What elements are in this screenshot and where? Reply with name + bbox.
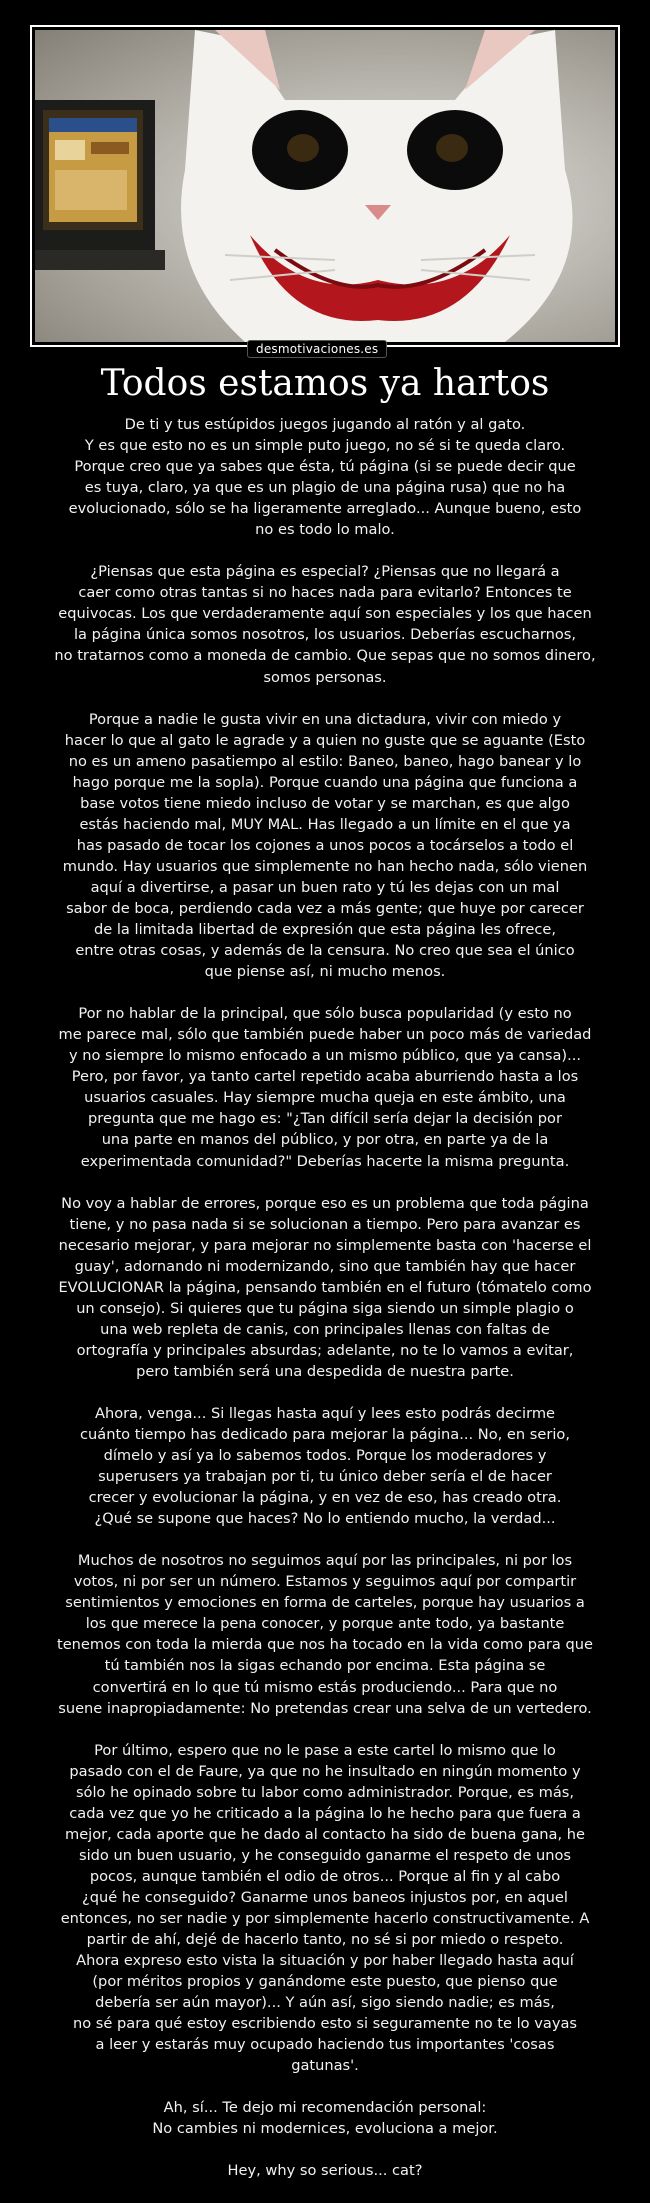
poster-body bbox=[30, 414, 620, 2203]
paragraph: ¿Piensas que esta página es especial? ¿Piensas que no llegará a caer como otras tantas si no haces nada para evitarlo? Entonces te equivocas. Los que verdaderamente aquí son especiales y los que hacen la página única somos nosotros, los usuarios. Deberías escucharnos, no tratarnos como a moneda de cambio. Que sepas que no somos dinero, somos personas. bbox=[54, 563, 596, 686]
paragraph: Por último, espero que no le pase a este cartel lo mismo que lo pasado con el de Faure, ya que no he insultado en ningún momento y sólo he opinado sobre tu labor como administrador. Porque, es más, cada vez que yo he criticado a la página lo he hecho para que fuera a mejor, cada aporte que he dado al contacto ha sido de buena gana, he sido un buen usuario, y he conseguido ganarme el respeto de unos pocos, aunque también el odio de otros... Porque al fin y al cabo ¿qué he conseguido? Ganarme unos baneos injustos por, en aquel entonces, no ser nadie y por simplemente hacerlo constructivamente. A partir de ahí, dejé de hacerlo tanto, no sé si por miedo o respeto. Ahora expreso esto vista la situación y por haber llegado hasta aquí (por méritos propios y ganándome este puesto, que pienso que debería ser aún mayor)... Y aún así, sigo siendo nadie; es más, no sé para qué estoy escribiendo esto si seguramente no te lo vayas a leer y estarás muy ocupado haciendo tus importantes 'cosas gatunas'. bbox=[60, 1741, 590, 2075]
paragraph: Hey, why so serious... cat? bbox=[227, 2162, 423, 2180]
poster-title: Todos estamos ya hartos bbox=[100, 363, 550, 404]
paragraph: Por no hablar de la principal, que sólo busca popularidad (y esto no me parece mal, sólo que también puede haber un poco más de variedad y no siempre lo mismo enfocado a un mismo público, que ya cansa)... Pero, por favor, ya tanto cartel repetido acaba aburriendo hasta a los usuarios casuales. Hay siempre mucha queja en este ámbito, una pregunta que me hago es: "¿Tan difícil sería dejar la decisión por una parte en manos del público, y por otra, en parte ya de la experimentada comunidad?" Deberías hacerte la misma pregunta. bbox=[58, 1005, 592, 1170]
paragraph: Ahora, venga... Si llegas hasta aquí y lees esto podrás decirme cuánto tiempo has dedicado para mejorar la página... No, en serio, dímelo y así ya lo sabemos todos. Porque los moderadores y superusers ya trabajan por ti, tu único deber sería el de hacer crecer y evolucionar la página, y en vez de eso, has creado otra. ¿Qué se supone que haces? No lo entiendo mucho, la verdad... bbox=[79, 1404, 570, 1528]
joker-makeup-cat-photo bbox=[35, 30, 615, 342]
site-watermark: desmotivaciones.es bbox=[247, 340, 387, 358]
poster-frame bbox=[30, 25, 620, 347]
paragraph: Porque a nadie le gusta vivir en una dictadura, vivir con miedo y hacer lo que al gato le agrade y a quien no guste que se aguante (Esto no es un ameno pasatiempo al estilo: Baneo, baneo, hago banear y lo hago porque me la sopla). Porque cuando una página que funciona a base votos tiene miedo incluso de votar y se marchan, es que algo estás haciendo mal, MUY MAL. Has llegado a un límite en el que ya has pasado de tocar los cojones a unos pocos a tocárselos a todo el mundo. Hay usuarios que simplemente no han hecho nada, sólo vienen aquí a divertirse, a pasar un buen rato y tú les dejas con un mal sabor de boca, perdiendo cada vez a más gente; que huye por carecer de la limitada libertad de expresión que esta página les ofrece, entre otras cosas, y además de la censura. No creo que sea el único que piense así, ni mucho menos. bbox=[62, 710, 588, 981]
computer-monitor-icon bbox=[35, 100, 165, 270]
paragraph: No voy a hablar de errores, porque eso es un problema que toda página tiene, y no pasa nada si se solucionan a tiempo. Pero para avanzar es necesario mejorar, y para mejorar no simplemente basta con 'hacerse el guay', adornando ni modernizando, sino que también hay que hacer EVOLUCIONAR la página, pensando también en el futuro (tómatelo como un consejo). Si quieres que tu página siga siendo un simple plagio o una web repleta de canis, con principales llenas con faltas de ortografía y principales absurdas; adelante, no te lo vamos a evitar, pero también será una despedida de nuestra parte. bbox=[58, 1194, 592, 1380]
paragraph: Ah, sí... Te dejo mi recomendación personal: No cambies ni modernices, evoluciona a mejor. bbox=[152, 2099, 498, 2138]
paragraph: De ti y tus estúpidos juegos jugando al ratón y al gato. Y es que esto no es un simple puto juego, no sé si te queda claro. Porque creo que ya sabes que ésta, tú página (si se puede decir que es tuya, claro, ya que es un plagio de una página rusa) que no ha evolucionado, sólo se ha ligeramente arreglado... Aunque bueno, esto no es todo lo malo. bbox=[68, 416, 582, 539]
paragraph: Muchos de nosotros no seguimos aquí por las principales, ni por los votos, ni por ser un número. Estamos y seguimos aquí por compartir sentimientos y emociones en forma de carteles, porque hay usuarios a los que merece la pena conocer, y porque ante todo, ya bastante tenemos con toda la mierda que nos ha tocado en la vida como para que tú también nos la sigas echando por encima. Esta página se convertirá en lo que tú mismo estás produciendo... Para que no suene inapropiadamente: No pretendas crear una selva de un vertedero. bbox=[56, 1552, 593, 1717]
cat-illustration bbox=[35, 30, 615, 342]
